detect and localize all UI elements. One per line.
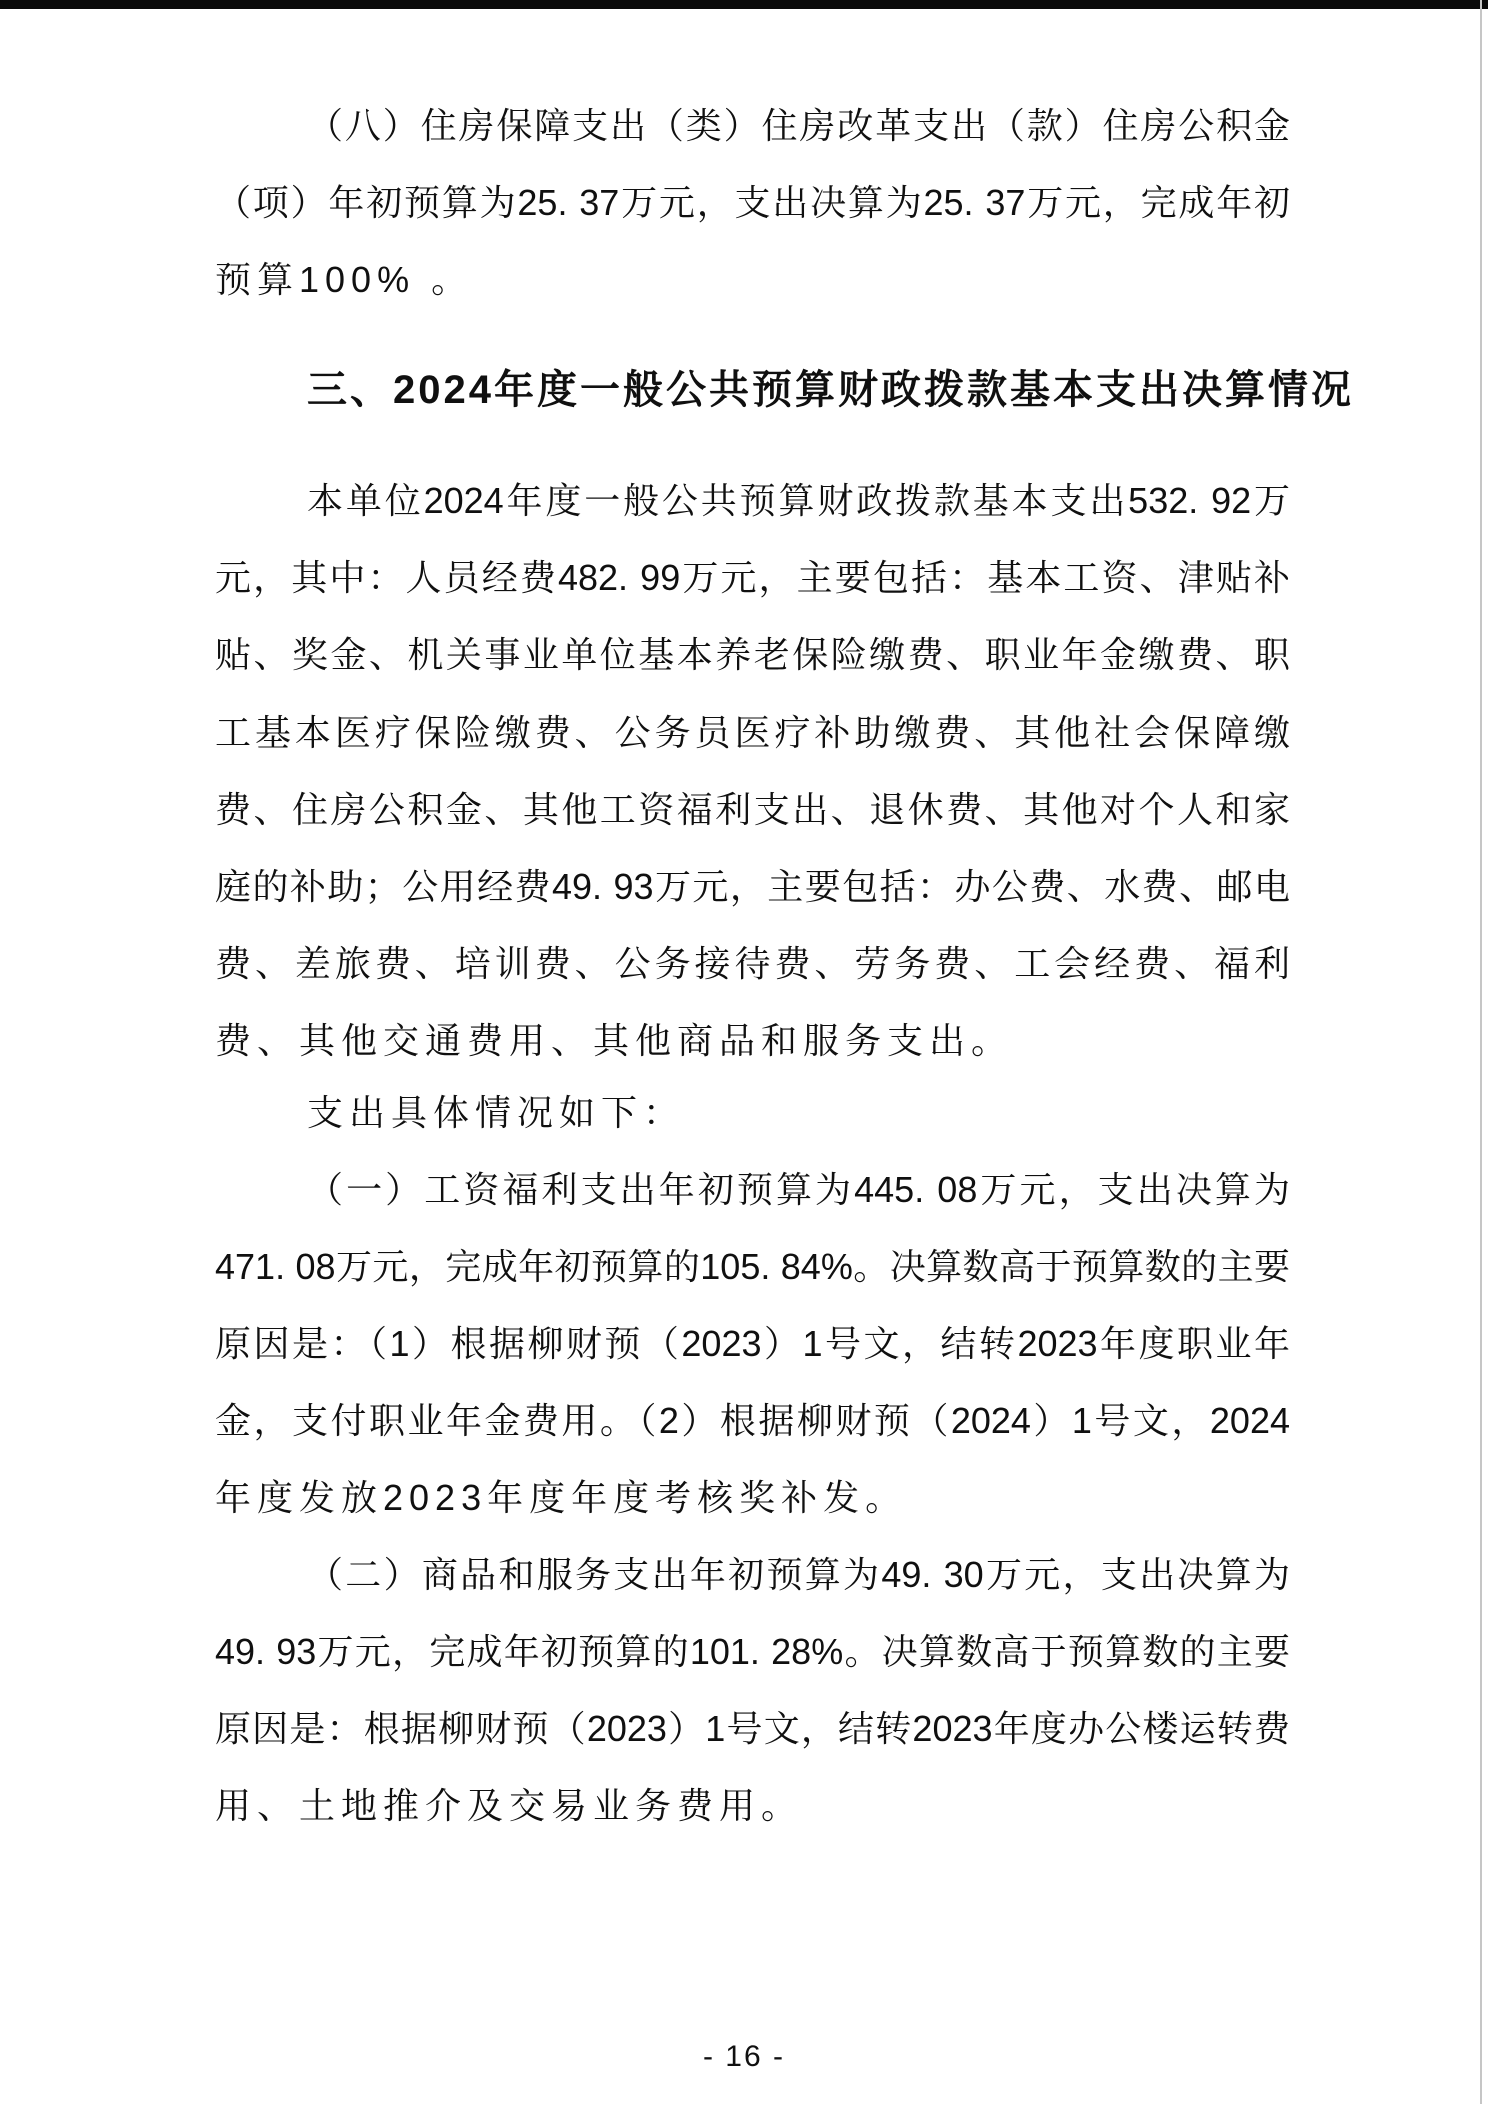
- body-line: 贴、奖金、机关事业单位基本养老保险缴费、职业年金缴费、职: [215, 634, 1290, 675]
- body-line: 471. 08万元，完成年初预算的105. 84%。决算数高于预算数的主要: [215, 1246, 1290, 1287]
- body-line: 49. 93万元，完成年初预算的101. 28%。决算数高于预算数的主要: [215, 1631, 1290, 1672]
- body-line: 预算100% 。: [215, 259, 474, 300]
- body-line: 年度发放2023年度年度考核奖补发。: [215, 1477, 908, 1518]
- section-heading: 三、2024年度一般公共预算财政拨款基本支出决算情况: [307, 368, 1354, 412]
- scan-border-top: [0, 0, 1488, 9]
- body-line: 支出具体情况如下：: [307, 1092, 686, 1133]
- scan-edge-line: [1480, 0, 1482, 2104]
- body-line: 金，支付职业年金费用。（2）根据柳财预（2024）1号文，2024: [215, 1400, 1290, 1441]
- page-number: - 16 -: [702, 2040, 786, 2073]
- body-line: 本单位2024年度一般公共预算财政拨款基本支出532. 92万: [307, 480, 1290, 521]
- body-line: 原因是：（1）根据柳财预（2023）1号文，结转2023年度职业年: [215, 1323, 1290, 1364]
- body-line: 费、其他交通费用、其他商品和服务支出。: [215, 1020, 1014, 1061]
- body-line: 原因是：根据柳财预（2023）1号文，结转2023年度办公楼运转费: [215, 1708, 1290, 1749]
- body-line: （项）年初预算为25. 37万元，支出决算为25. 37万元，完成年初: [215, 182, 1290, 223]
- body-line: 工基本医疗保险缴费、公务员医疗补助缴费、其他社会保障缴: [215, 712, 1290, 753]
- body-line: 用、土地推介及交易业务费用。: [215, 1785, 804, 1826]
- body-line: 元，其中：人员经费482. 99万元，主要包括：基本工资、津贴补: [215, 557, 1290, 598]
- body-line: （八）住房保障支出（类）住房改革支出（款）住房公积金: [307, 105, 1290, 146]
- body-line: （二）商品和服务支出年初预算为49. 30万元，支出决算为: [307, 1554, 1290, 1595]
- body-line: 费、住房公积金、其他工资福利支出、退休费、其他对个人和家: [215, 789, 1290, 830]
- body-line: 庭的补助；公用经费49. 93万元，主要包括：办公费、水费、邮电: [215, 866, 1290, 907]
- body-line: （一）工资福利支出年初预算为445. 08万元，支出决算为: [307, 1169, 1290, 1210]
- body-line: 费、差旅费、培训费、公务接待费、劳务费、工会经费、福利: [215, 943, 1290, 984]
